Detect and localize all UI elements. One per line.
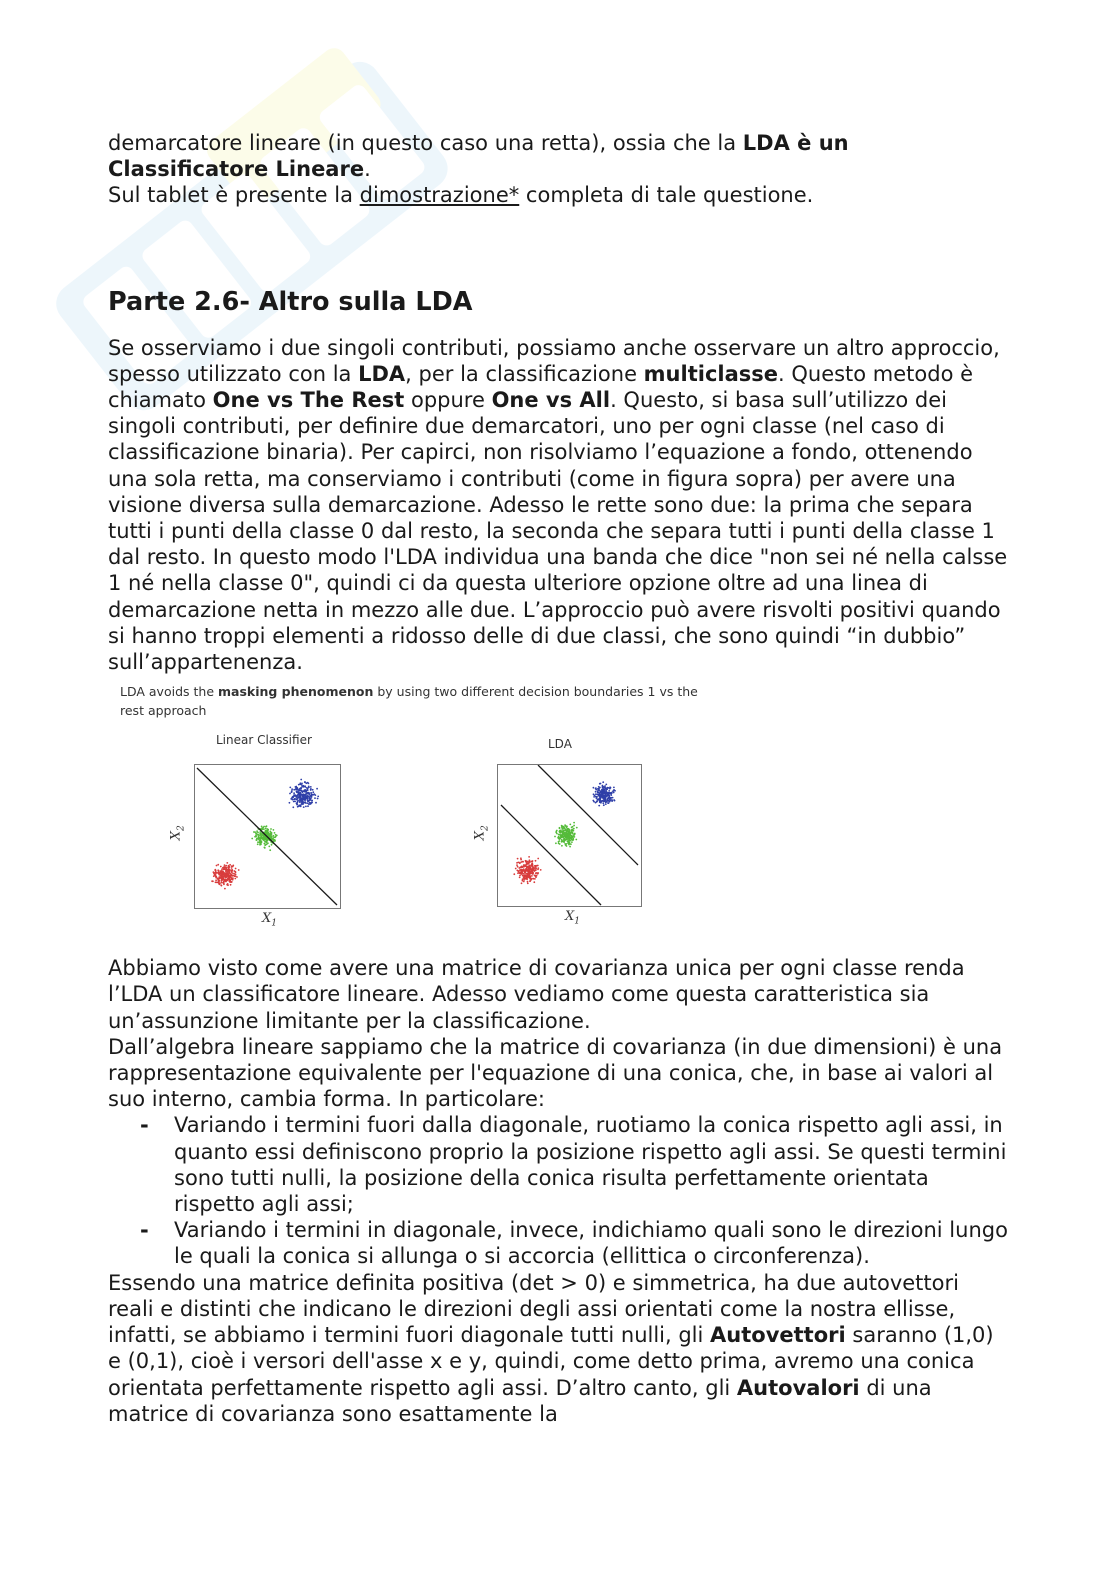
section-heading: Parte 2.6- Altro sulla LDA <box>108 286 473 317</box>
left-plot-area <box>194 764 341 909</box>
lda-figure <box>108 682 1008 944</box>
right-x-axis-label: $X_1$ <box>565 909 580 927</box>
decision-boundary-lower <box>501 805 601 905</box>
green-cluster <box>554 822 578 848</box>
list-item: - Variando i termini in diagonale, invece, indichiamo quali sono le direzioni lungo le quali la conica si allunga o si accorcia (ellittica o circonferenza). <box>108 1217 1008 1269</box>
red-cluster <box>513 856 541 884</box>
paragraph-lda-linear: demarcatore lineare (in questo caso una retta), ossia che la LDA è un Classificatore Lineare. <box>108 131 849 182</box>
right-plot-title: LDA <box>548 737 572 752</box>
left-plot-title: Linear Classifier <box>216 733 312 748</box>
blue-cluster <box>592 782 616 807</box>
left-scatter-plot <box>195 765 340 908</box>
decision-boundary <box>197 768 337 905</box>
paragraph-covariance-unique: Abbiamo visto come avere una matrice di covarianza unica per ogni classe renda l’LDA un classificatore lineare. Adesso vediamo come questa caratteristica sia un’assunzione limitante per la classificazione. <box>108 956 965 1033</box>
green-cluster <box>251 826 277 852</box>
right-plot-area <box>497 764 642 907</box>
paragraph-tablet-note: Sul tablet è presente la dimostrazione* completa di tale questione. <box>108 183 814 208</box>
bullet-list <box>108 1112 1008 1269</box>
page-content <box>108 130 1008 1427</box>
left-y-axis-label: $X_2$ <box>168 825 187 841</box>
dimostrazione-link[interactable]: dimostrazione* <box>359 183 520 208</box>
right-scatter-plot <box>498 765 641 906</box>
red-cluster <box>211 862 239 890</box>
figure-caption: LDA avoids the masking phenomenon by using two different decision boundaries 1 vs the rest approach <box>120 684 698 719</box>
right-y-axis-label: $X_2$ <box>472 825 491 841</box>
decision-boundary-upper <box>538 765 638 865</box>
left-x-axis-label: $X_1$ <box>262 911 277 929</box>
paragraph-eigen: Essendo una matrice definita positiva (det > 0) e simmetrica, ha due autovettori reali e distinti che indicano le direzioni degli assi orientati come la nostra ellisse, infatti, se abbiamo i termini fuori diagonale tutti nulli, gli Autovettori saranno (1,0) e (0,1), cioè i versori dell'asse x e y, quindi, come detto prima, avremo una conica orientata perfettamente rispetto agli assi. D’altro canto, gli Autovalori di una matrice di covarianza sono esattamente la <box>108 1270 994 1426</box>
paragraph-linear-algebra: Dall’algebra lineare sappiamo che la matrice di covarianza (in due dimensioni) è una rappresentazione equivalente per l'equazione di una conica, che, in base ai valori al suo interno, cambia forma. In particolare: <box>108 1034 1003 1112</box>
blue-cluster <box>289 779 320 809</box>
paragraph-one-vs-rest: Se osserviamo i due singoli contributi, possiamo anche osservare un altro approccio, spesso utilizzato con la LDA, per la classificazione multiclasse. Questo metodo è chiamato One vs The Rest oppure One vs All. Questo, si basa sull’utilizzo dei singoli contributi, per definire due demarcatori, uno per ogni classe (nel caso di classificazione binaria). Per capirci, non risolviamo l’equazione a fondo, ottenendo una sola retta, ma conserviamo i contributi (come in figura sopra) per avere una visione diversa sulla demarcazione. Adesso le rette sono due: la prima che separa tutti i punti della classe 0 dal resto, la seconda che separa tutti i punti della classe 1 dal resto. In questo modo l'LDA individua una banda che dice "non sei né nella calsse 1 né nella classe 0", quindi ci da questa ulteriore opzione oltre ad una linea di demarcazione netta in mezzo alle due. L’approccio può avere risvolti positivi quando si hanno troppi elementi a ridosso delle di due classi, che sono quindi “in dubbio” sull’appartenenza. <box>108 335 1008 675</box>
list-item: - Variando i termini fuori dalla diagonale, ruotiamo la conica rispetto agli assi, in quanto essi definiscono proprio la posizione rispetto agli assi. Se questi termini sono tutti nulli, la posizione della conica risulta perfettamente orientata rispetto agli assi; <box>108 1112 1008 1217</box>
